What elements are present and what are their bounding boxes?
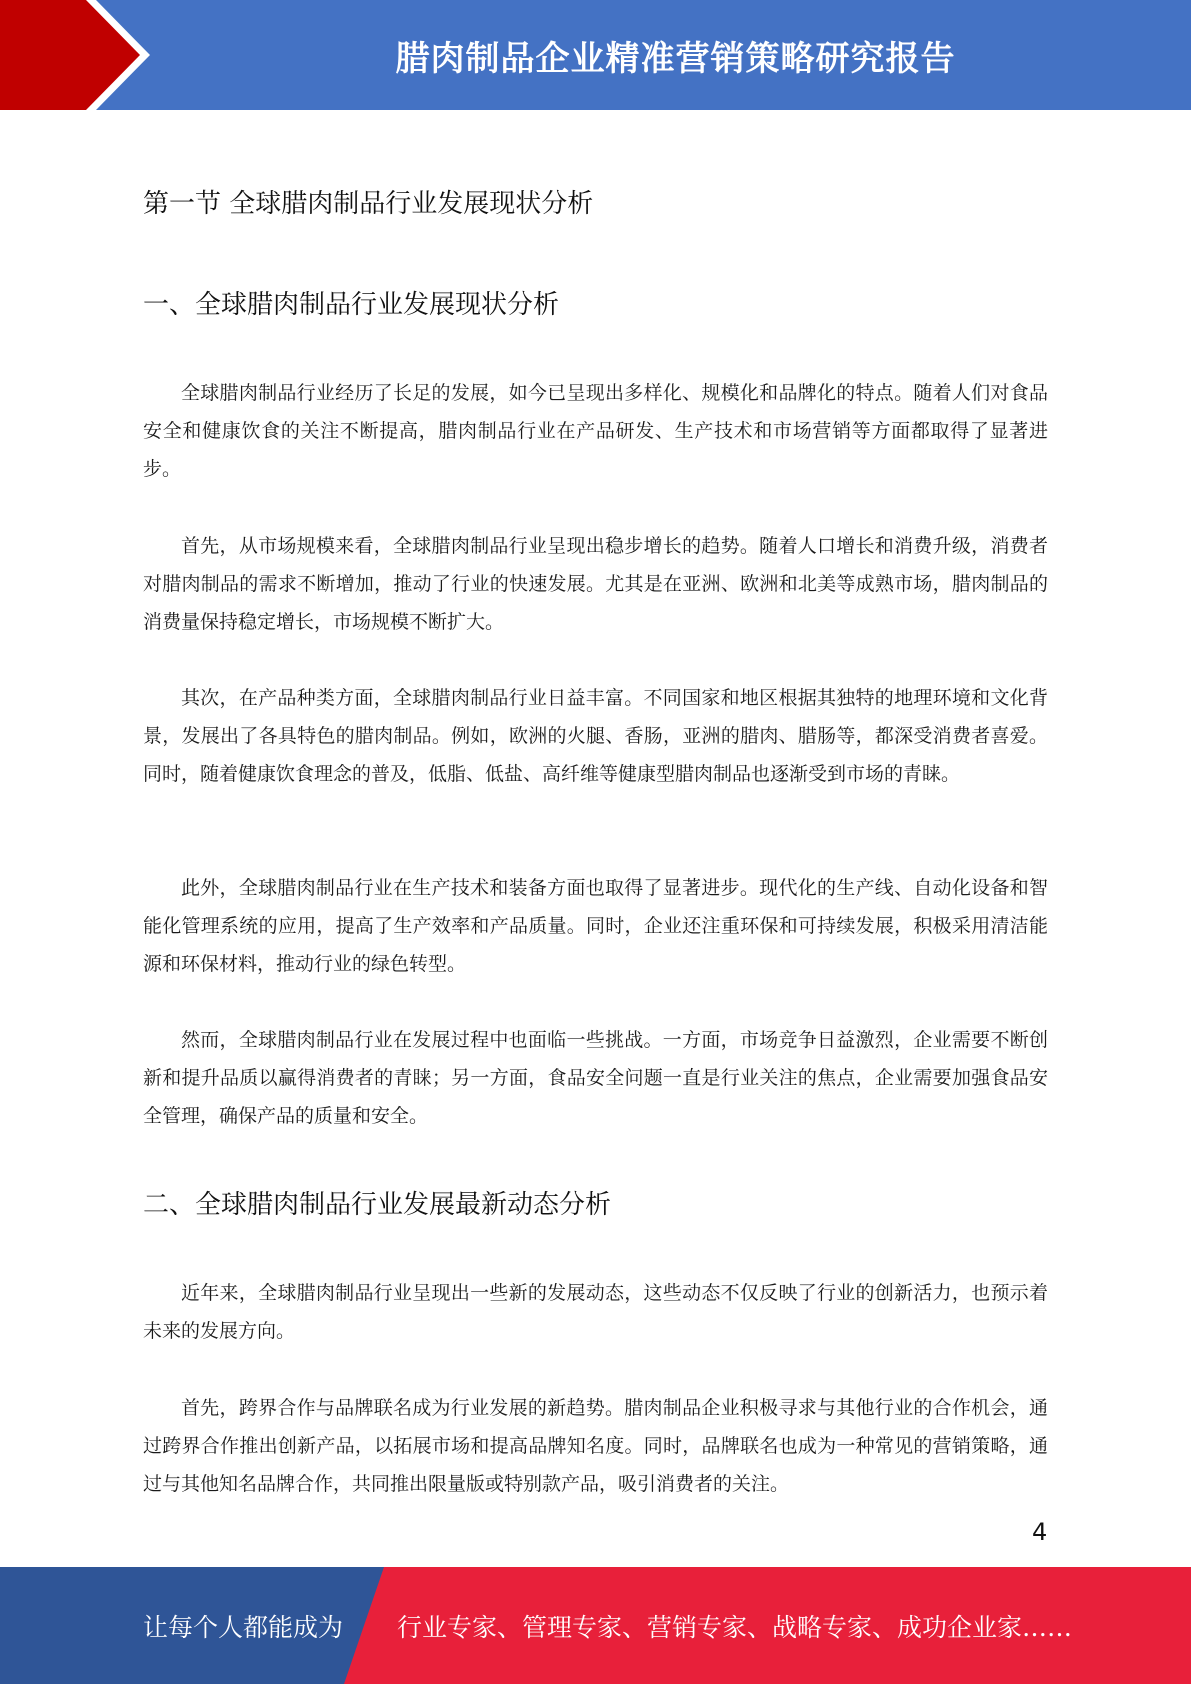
- paragraph: 其次，在产品种类方面，全球腊肉制品行业日益丰富。不同国家和地区根据其独特的地理环境和文化背景，发展出了各具特色的腊肉制品。例如，欧洲的火腿、香肠，亚洲的腊肉、腊肠等，都深受消费者喜爱。同时，随着健康饮食理念的普及，低脂、低盐、高纤维等健康型腊肉制品也逐渐受到市场的青睐。: [143, 687, 1048, 785]
- footer-slogan-left: 让每个人都能成为: [143, 1612, 344, 1642]
- chapter-title: 第一节 全球腊肉制品行业发展现状分析: [143, 189, 594, 219]
- header-banner: [0, 0, 1191, 110]
- report-title: 腊肉制品企业精准营销策略研究报告: [395, 38, 956, 79]
- paragraph: 然而，全球腊肉制品行业在发展过程中也面临一些挑战。一方面，市场竞争日益激烈，企业需要不断创新和提升品质以赢得消费者的青睐；另一方面，食品安全问题一直是行业关注的焦点，企业需要加强食品安全管理，确保产品的质量和安全。: [143, 1029, 1048, 1127]
- section-heading-2: 二、全球腊肉制品行业发展最新动态分析: [143, 1190, 612, 1220]
- section-heading-1: 一、全球腊肉制品行业发展现状分析: [143, 290, 560, 320]
- page-number: 4: [1032, 1518, 1048, 1546]
- paragraph: 首先，从市场规模来看，全球腊肉制品行业呈现出稳步增长的趋势。随着人口增长和消费升级，消费者对腊肉制品的需求不断增加，推动了行业的快速发展。尤其是在亚洲、欧洲和北美等成熟市场，腊肉制品的消费量保持稳定增长，市场规模不断扩大。: [143, 535, 1048, 633]
- paragraph: 此外，全球腊肉制品行业在生产技术和装备方面也取得了显著进步。现代化的生产线、自动化设备和智能化管理系统的应用，提高了生产效率和产品质量。同时，企业还注重环保和可持续发展，积极采用清洁能源和环保材料，推动行业的绿色转型。: [143, 877, 1048, 975]
- red-chevron-decoration: [0, 0, 160, 110]
- footer-banner: [0, 1567, 1191, 1684]
- footer-slogan-right: 行业专家、管理专家、营销专家、战略专家、成功企业家……: [397, 1612, 1073, 1642]
- paragraph: 全球腊肉制品行业经历了长足的发展，如今已呈现出多样化、规模化和品牌化的特点。随着人们对食品安全和健康饮食的关注不断提高，腊肉制品行业在产品研发、生产技术和市场营销等方面都取得了显著进步。: [143, 382, 1048, 480]
- paragraph: 首先，跨界合作与品牌联名成为行业发展的新趋势。腊肉制品企业积极寻求与其他行业的合作机会，通过跨界合作推出创新产品，以拓展市场和提高品牌知名度。同时，品牌联名也成为一种常见的营销策略，通过与其他知名品牌合作，共同推出限量版或特别款产品，吸引消费者的关注。: [143, 1397, 1048, 1495]
- paragraph: 近年来，全球腊肉制品行业呈现出一些新的发展动态，这些动态不仅反映了行业的创新活力，也预示着未来的发展方向。: [143, 1282, 1048, 1342]
